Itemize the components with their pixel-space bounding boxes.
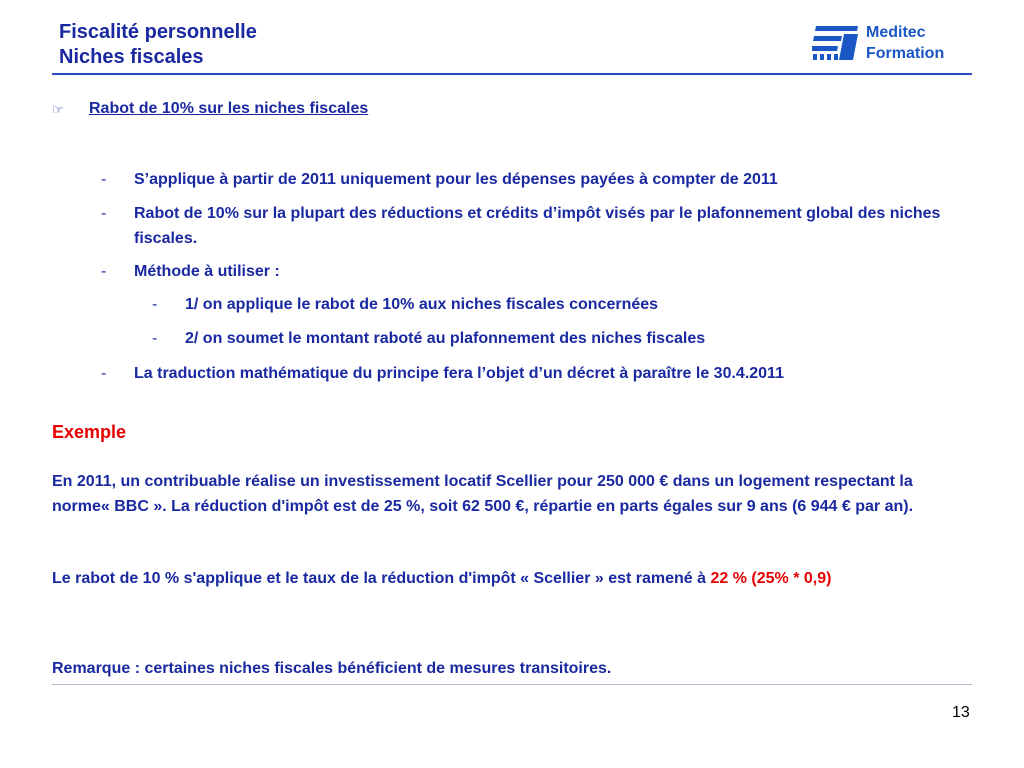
list-dash: - — [101, 365, 107, 382]
list-item-text: La traduction mathématique du principe fera l’objet d’un décret à paraître le 30.4.2011 — [134, 365, 784, 382]
example-heading: Exemple — [52, 422, 127, 442]
footer-divider — [52, 684, 972, 685]
meditec-logo — [812, 22, 972, 66]
remark: Remarque : certaines niches fiscales bénéficient de mesures transitoires. — [52, 660, 612, 677]
list-dash: - — [152, 330, 158, 347]
header-divider — [52, 73, 972, 75]
logo-line-2: Formation — [866, 45, 945, 62]
example-paragraph: En 2011, un contribuable réalise un investissement locatif Scellier pour 250 000 € dans un logement respectant la norme« BBC ». La réduction d'impôt est de 25 %, soit 62 500 €, répartie en parts égales sur 9 ans (6 944 € par an). — [52, 473, 914, 515]
title-line-1: Fiscalité personnelle — [59, 21, 257, 43]
list-dash: - — [101, 263, 107, 280]
list-dash: - — [152, 296, 158, 313]
main-bullet-label: Rabot de 10% sur les niches fiscales — [89, 100, 369, 117]
logo-line-1: Meditec — [866, 24, 926, 41]
list-dash: - — [101, 171, 107, 188]
sub-list-item-text: 1/ on applique le rabot de 10% aux niches fiscales concernées — [185, 296, 659, 313]
example-result-highlight: 22 % (25% * 0,9) — [710, 570, 832, 587]
list-item-text: Méthode à utiliser : — [134, 263, 280, 280]
logo-wordmark — [866, 22, 944, 64]
pointing-hand-icon: ☞ — [52, 102, 64, 117]
list-item-text: S’applique à partir de 2011 uniquement pour les dépenses payées à compter de 2011 — [134, 171, 778, 188]
example-result — [52, 566, 957, 591]
page-title — [59, 20, 257, 70]
example-result-text: Le rabot de 10 % s'applique et le taux de la réduction d'impôt « Scellier » est ramené à — [52, 570, 711, 587]
page-number: 13 — [952, 704, 970, 721]
title-line-2: Niches fiscales — [59, 46, 204, 68]
meditec-logo-icon — [812, 22, 860, 62]
list-dash: - — [101, 205, 107, 222]
sub-list-item-text: 2/ on soumet le montant raboté au plafonnement des niches fiscales — [185, 330, 706, 347]
list-item-text: Rabot de 10% sur la plupart des réductions et crédits d’impôt visés par le plafonnement global des niches fiscales. — [134, 205, 941, 247]
